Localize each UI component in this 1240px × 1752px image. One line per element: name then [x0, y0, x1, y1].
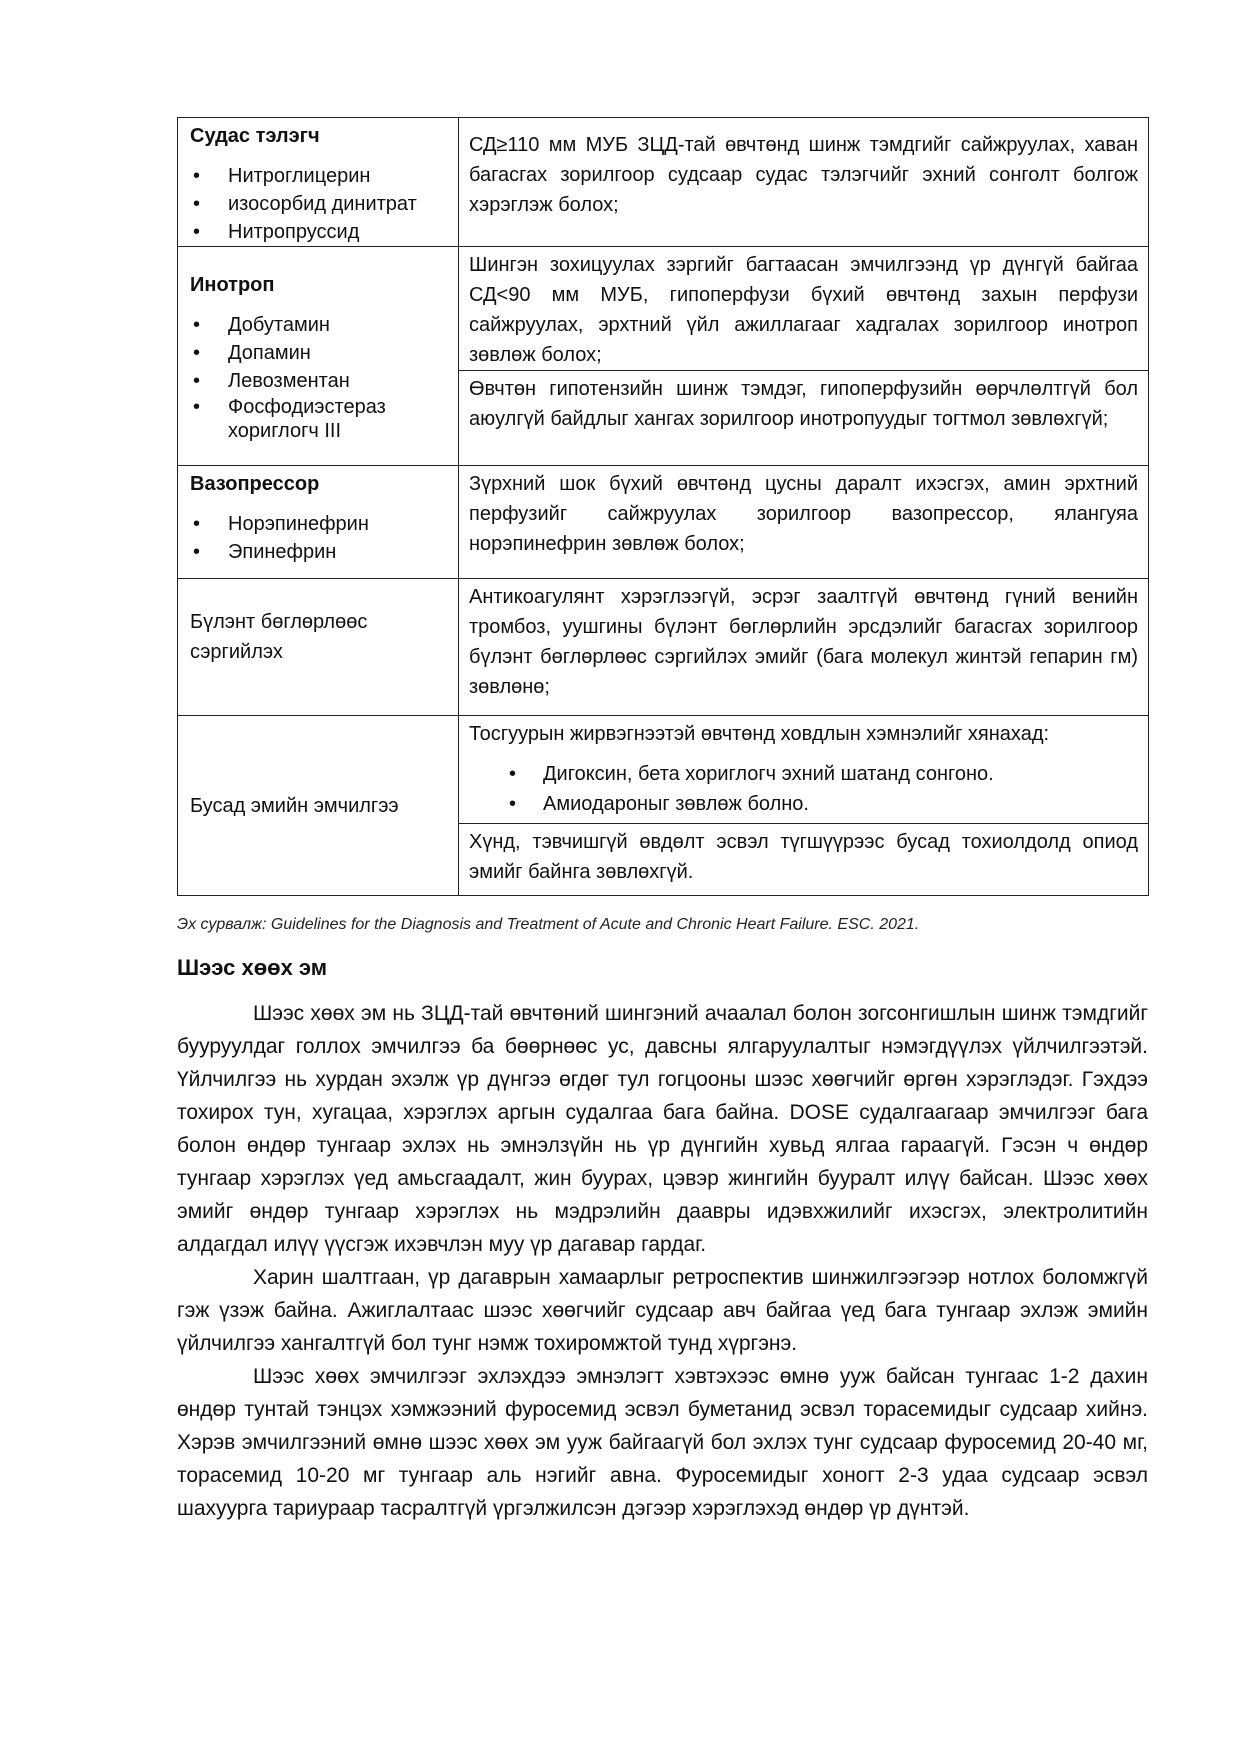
list-item: • Нитроглицерин [190, 162, 448, 190]
recommendation-text: Антикоагулянт хэрэглээгүй, эсрэг заалтгүй өвчтөнд гүний венийн тромбоз, уушгины бүлэнт бөглөрлийн эрсдэлийг багасгах зорилгоор бүлэнт бөглөрлөөс сэргийлэх эмийг (бага молекул жинтэй гепарин гм) зөвлөнө; [469, 586, 1138, 698]
list-item: • Эпинефрин [190, 538, 448, 566]
drug-list [190, 311, 448, 443]
list-item: • Фосфодиэстераз хориглогч III [190, 395, 448, 443]
drug-list [190, 510, 448, 566]
table-cell-recommendation [459, 118, 1149, 247]
table-cell-recommendation [459, 371, 1149, 466]
body-text [177, 997, 1148, 1525]
list-item: • изосорбид динитрат [190, 190, 448, 218]
list-item: • Дигоксин, бета хориглогч эхний шатанд сонгоно. [469, 759, 1138, 789]
recommendation-text: Зүрхний шок бүхий өвчтөнд цусны даралт ихэсгэх, амин эрхтний перфузийг сайжруулах зорилгоор вазопрессор, ялангуяа норэпинефрин зөвлөж болох; [469, 473, 1138, 555]
paragraph: Харин шалтгаан, үр дагаврын хамаарлыг ретроспектив шинжилгээгээр нотлох боломжгүй гэж үзэж байна. Ажиглалтаас шээс хөөгчийг судсаар авч байгаа үед бага тунгаар эхлэж эмийн үйлчилгээ хангалтгүй бол тунг нэмж тохиромжтой тунд хүргэнэ. [177, 1266, 1148, 1355]
table-cell-category [178, 247, 459, 466]
recommendation-text: Өвчтөн гипотензийн шинж тэмдэг, гипоперфузийн өөрчлөлтгүй бол аюулгүй байдлыг хангах зорилгоор инотропуудыг тогтмол зөвлөхгүй; [469, 378, 1138, 430]
table-cell-category [178, 579, 459, 716]
section-title: Шээс хөөх эм [177, 955, 328, 980]
table-cell-recommendation [459, 824, 1149, 896]
category-heading: Судас тэлэгч [190, 125, 320, 147]
paragraph: Шээс хөөх эмчилгээг эхлэхдээ эмнэлэгт хэвтэхээс өмнө ууж байсан тунгаас 1-2 дахин өндөр тунтай тэнцэх хэмжээний фуросемид эсвэл буметанид эсвэл торасемидыг судсаар хийнэ. Хэрэв эмчилгээний өмнө шээс хөөх эм ууж байгаагүй бол эхлэх тунг судсаар фуросемид 20-40 мг, торасемид 10-20 мг тунгаар аль нэгийг авна. Фуросемидыг хоногт 2-3 удаа судсаар эсвэл шахуурга тариураар тасралтгүй үргэлжилсэн дэгээр хэрэглэхэд өндөр үр дүнтэй. [177, 1365, 1148, 1520]
list-item: • Нитропруссид [190, 218, 448, 246]
table-row [178, 118, 1149, 247]
table-cell-category [178, 466, 459, 579]
list-item: • Добутамин [190, 311, 448, 339]
category-heading: Инотроп [190, 274, 275, 296]
table-cell-recommendation [459, 716, 1149, 824]
table-row [178, 247, 1149, 371]
list-item: • Допамин [190, 339, 448, 367]
list-item: • Амиодароныг зөвлөж болно. [469, 789, 1138, 819]
recommendation-text: Шингэн зохицуулах зэргийг багтаасан эмчилгээнд үр дүнгүй байгаа СД<90 мм МУБ, гипоперфузи бүхий өвчтөнд захын перфузи сайжруулах, эрхтний үйл ажиллагааг хадгалах зорилгоор инотроп зөвлөж болох; [469, 254, 1138, 366]
drug-list [190, 162, 448, 246]
medication-table [177, 117, 1149, 896]
recommendation-text: Хүнд, тэвчишгүй өвдөлт эсвэл түгшүүрээс бусад тохиолдолд опиод эмийг байнга зөвлөхгүй. [469, 831, 1138, 883]
recommendation-text: Тосгуурын жирвэгнээтэй өвчтөнд ховдлын хэмнэлийг хянахад: [469, 723, 1050, 745]
category-text: Бүлэнт бөглөрлөөс сэргийлэх [190, 611, 368, 663]
list-item: • Норэпинефрин [190, 510, 448, 538]
table-cell-recommendation [459, 579, 1149, 716]
category-heading: Вазопрессор [190, 473, 320, 495]
recommendation-text: СД≥110 мм МУБ ЗЦД-тай өвчтөнд шинж тэмдгийг сайжруулах, хаван багасгах зорилгоор судсаар судас тэлэгчийг эхний сонголт болгож хэрэглэж болох; [469, 134, 1138, 216]
paragraph: Шээс хөөх эм нь ЗЦД-тай өвчтөний шингэний ачаалал болон зогсонгишлын шинж тэмдгийг бууруулдаг голлох эмчилгээ ба бөөрнөөс ус, давсны ялгаруулалтыг нэмэгдүүлэх үйлчилгээтэй. Үйлчилгээ нь хурдан эхэлж үр дүнгээ өгдөг тул гогцооны шээс хөөгчийг өргөн хэрэглэдэг. Гэхдээ тохирох тун, хугацаа, хэрэглэх аргын судалгаа бага байна. DOSE судалгаагаар эмчилгээг бага болон өндөр тунгаар эхлэх нь эмнэлзүйн нь үр дүнгийн хувьд ялгаа гараагүй. Гэсэн ч өндөр тунгаар хэрэглэх үед амьсгаадалт, жин буурах, цэвэр жингийн бууралт илүү байсан. Шээс хөөх эмийг өндөр тунгаар хэрэглэх нь мэдрэлийн даавры идэвхжилийг ихэсгэх, электролитийн алдагдал илүү үүсгэж ихэвчлэн муу үр дагавар гардаг. [177, 1002, 1148, 1256]
recommendation-list [469, 759, 1138, 819]
table-cell-recommendation [459, 466, 1149, 579]
table-cell-category [178, 716, 459, 896]
table-row [178, 579, 1149, 716]
table-cell-category [178, 118, 459, 247]
list-item: • Левозментан [190, 367, 448, 395]
table-row [178, 466, 1149, 579]
table-cell-recommendation [459, 247, 1149, 371]
table-row [178, 716, 1149, 824]
category-text: Бусад эмийн эмчилгээ [190, 794, 399, 817]
table-source-note: Эх сурвалж: Guidelines for the Diagnosis and Treatment of Acute and Chronic Heart Failure. ESC. 2021. [177, 916, 920, 933]
